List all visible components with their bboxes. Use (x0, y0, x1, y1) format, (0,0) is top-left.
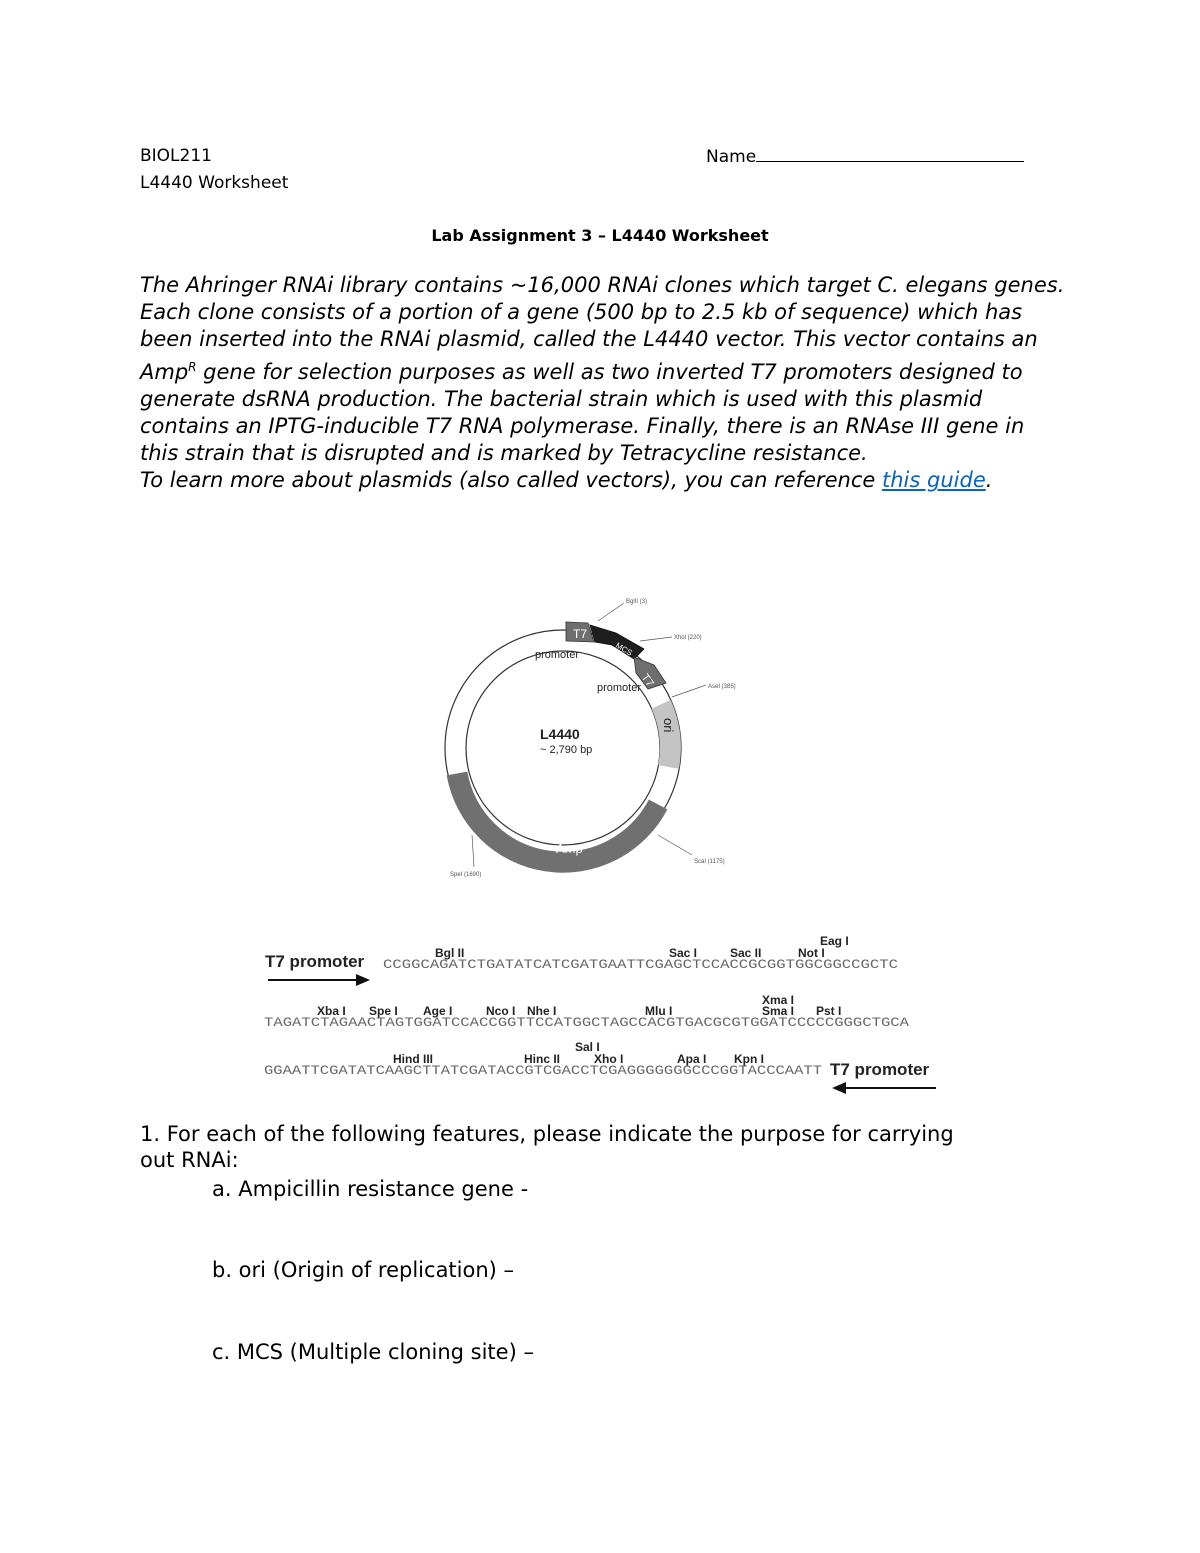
t7-right-label: T7 (638, 671, 656, 690)
guide-link[interactable]: this guide (882, 468, 986, 493)
promoter-right-label: promoter (597, 682, 642, 694)
site-line-2 (640, 637, 672, 641)
amp-label-text: Amp (556, 841, 583, 856)
enzyme-sal1: Sal I (575, 1040, 600, 1054)
promoter-top-label: promoter (535, 649, 580, 661)
t7-arrowhead-left (356, 974, 370, 986)
enzyme-hinc2: Hinc II (524, 1052, 561, 1066)
enzyme-nco1: Nco I (486, 1004, 516, 1018)
mcs-sequence-figure (260, 930, 960, 1100)
sequence-row-1: CCGGCAGATCTGATATCATCGATGAATTCGAGCTCCACCGCGGTGGCGGCCGCTC (383, 958, 898, 972)
plasmid-map (430, 585, 750, 885)
enzyme-eag1: Eag I (820, 934, 849, 948)
site-line-4 (658, 835, 692, 855)
question-1-line-1: 1. For each of the following features, please indicate the purpose for carrying (140, 1122, 954, 1146)
intro-text-3: To learn more about plasmids (also called vectors), you can reference (140, 468, 883, 493)
enzyme-xho1: Xho I (594, 1052, 624, 1066)
t7-top-label: T7 (573, 627, 588, 641)
amp-label-sup: r (582, 841, 586, 850)
intro-paragraph (140, 272, 1065, 495)
site-label-3: AseI (385) (708, 684, 736, 690)
worksheet-label: L4440 Worksheet (140, 173, 289, 193)
enzyme-nhe1: Nhe I (527, 1004, 557, 1018)
enzyme-mlu1: Mlu I (645, 1004, 673, 1018)
site-label-2: Xhol (220) (674, 635, 702, 641)
site-label-1: BglII (3) (626, 599, 648, 605)
enzyme-xba1: Xba I (317, 1004, 346, 1018)
t7-promoter-label-right: T7 promoter (830, 1060, 930, 1079)
site-label-5: SpeI (1690) (450, 872, 482, 878)
site-label-4: ScaI (1175) (694, 859, 725, 865)
enzyme-xma1: Xma I (762, 993, 795, 1007)
amp-label (556, 841, 586, 856)
question-1b: b. ori (Origin of replication) – (212, 1258, 515, 1282)
amp-superscript: R (188, 359, 197, 374)
question-1-line-2: out RNAi: (140, 1148, 239, 1172)
page-title: Lab Assignment 3 – L4440 Worksheet (431, 226, 769, 245)
question-1c: c. MCS (Multiple cloning site) – (212, 1340, 534, 1364)
plasmid-name: L4440 (540, 726, 580, 742)
t7-arrowhead-right (832, 1082, 846, 1094)
name-blank-line[interactable] (756, 146, 1024, 162)
intro-text-1: The Ahringer RNAi library contains ~16,000 RNAi clones which target C. elegans genes. Each clone consists of a portion of a gene (500 bp to 2.5 kb of sequence) which has been inserted into the RNAi plasmid, called the L4440 vector. This vector contains an Amp (140, 273, 1065, 384)
enzyme-age1: Age I (423, 1004, 453, 1018)
course-code: BIOL211 (140, 146, 212, 166)
site-line-5 (472, 835, 474, 867)
sequence-row-2: TAGATCTAGAACTAGTGGATCCACCGGTTCCATGGCTAGCCACGTGACGCGTGGATCCCCCGGGCTGCA (264, 1016, 910, 1030)
mcs-label: MCS (614, 640, 634, 658)
name-field[interactable] (706, 146, 1024, 167)
enzyme-sac1: Sac I (669, 946, 698, 960)
ori-segment (661, 704, 670, 767)
enzyme-kpn1: Kpn I (734, 1052, 764, 1066)
enzyme-sac2: Sac II (730, 946, 762, 960)
ori-label: ori (661, 718, 676, 733)
enzyme-sma1: Sma I (762, 1004, 795, 1018)
name-label: Name (706, 147, 757, 167)
site-line-1 (598, 603, 624, 621)
enzyme-pst1: Pst I (816, 1004, 842, 1018)
enzyme-not1: Not I (798, 946, 825, 960)
intro-text-2: gene for selection purposes as well as two inverted T7 promoters designed to generate dsRNA production. The bacterial strain which is used with this plasmid contains an IPTG-inducible T7 RNA polymerase. Finally, there is an RNAse III gene in this strain that is disrupted and is marked by Tetracycline resistance. (140, 359, 1025, 466)
intro-period: . (985, 468, 993, 493)
enzyme-apa1: Apa I (677, 1052, 707, 1066)
site-line-3 (672, 685, 706, 697)
enzyme-hind3: Hind III (393, 1052, 433, 1066)
enzyme-bgl2: Bgl II (435, 946, 465, 960)
t7-promoter-label-left: T7 promoter (265, 952, 365, 971)
question-1a: a. Ampicillin resistance gene - (212, 1177, 529, 1201)
plasmid-size: ~ 2,790 bp (540, 744, 593, 756)
sequence-row-3: GGAATTCGATATCAAGCTTATCGATACCGTCGACCTCGAGGGGGGGCCCGGTACCCAATT (264, 1064, 823, 1078)
enzyme-spe1: Spe I (369, 1004, 398, 1018)
